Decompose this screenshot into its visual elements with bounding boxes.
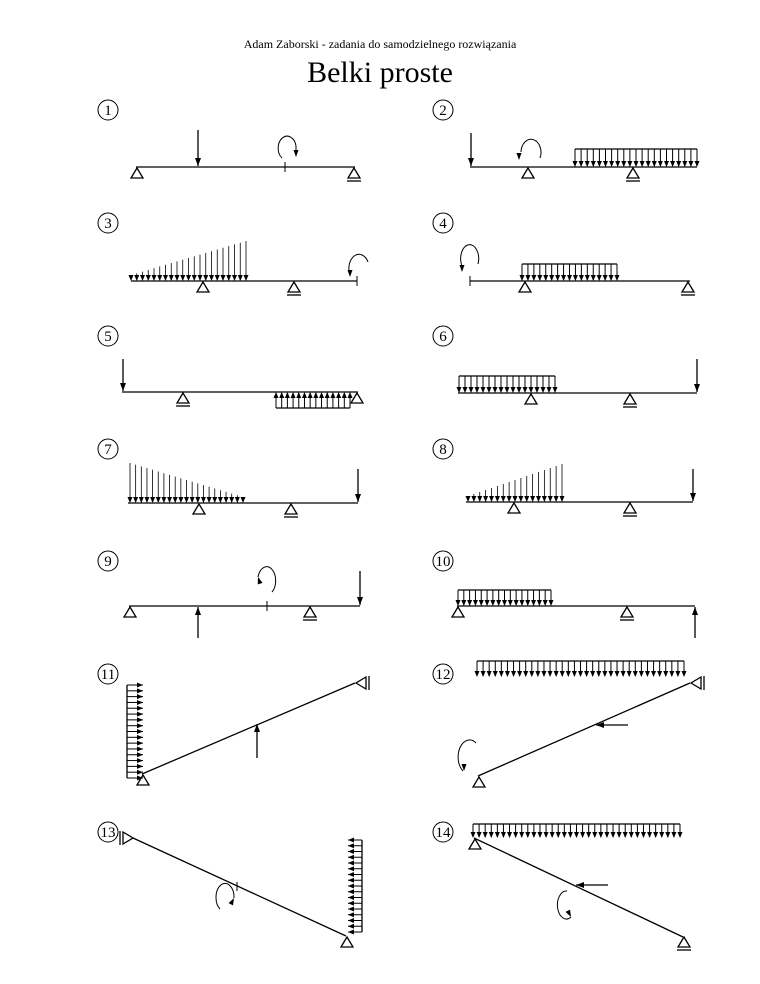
problem-number: [433, 439, 453, 459]
svg-text:3: 3: [104, 216, 112, 232]
svg-text:5: 5: [104, 329, 112, 345]
problem-number: [98, 439, 118, 459]
problem-number: [98, 822, 118, 842]
beam-5: [120, 359, 363, 408]
problem-number: [433, 551, 453, 571]
beam-3: [129, 241, 369, 295]
svg-text:13: 13: [100, 825, 116, 841]
svg-text:8: 8: [439, 442, 447, 458]
page-header: Adam Zaborski - zadania do samodzielnego rozwiązania: [243, 37, 517, 51]
problem-number: [433, 822, 453, 842]
svg-text:14: 14: [435, 825, 451, 841]
beam-6: [457, 359, 701, 407]
problem-number: [433, 664, 453, 684]
svg-text:4: 4: [439, 216, 447, 232]
problem-number: [98, 664, 118, 684]
beam-1: [131, 130, 361, 181]
beam-2: [468, 133, 700, 181]
beam-11: [127, 676, 369, 785]
problem-number: [433, 213, 453, 233]
beam-14: [469, 824, 691, 950]
beam-13: [120, 831, 362, 947]
svg-text:9: 9: [104, 554, 112, 570]
problem-number: [98, 551, 118, 571]
svg-text:6: 6: [439, 329, 447, 345]
problem-number: [98, 326, 118, 346]
beam-7: [128, 463, 362, 517]
svg-text:10: 10: [435, 554, 451, 570]
svg-text:7: 7: [104, 442, 112, 458]
beam-10: [452, 590, 698, 638]
svg-text:2: 2: [439, 103, 447, 119]
svg-text:1: 1: [104, 103, 112, 119]
beam-4: [460, 245, 696, 295]
beam-9: [124, 567, 363, 638]
problem-number: [98, 100, 118, 120]
svg-text:12: 12: [435, 667, 451, 683]
problem-number: [98, 213, 118, 233]
page-title: Belki proste: [307, 56, 453, 89]
beam-12: [458, 661, 704, 787]
problem-number: [433, 326, 453, 346]
beam-8: [466, 464, 697, 516]
problem-number: [433, 100, 453, 120]
svg-text:11: 11: [100, 667, 116, 683]
